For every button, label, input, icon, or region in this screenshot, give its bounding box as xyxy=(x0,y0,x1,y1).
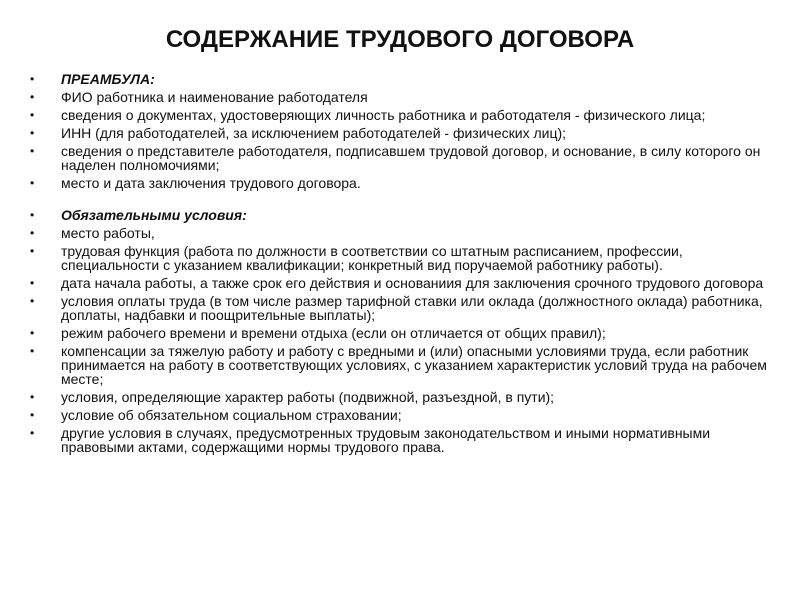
bullet-icon: • xyxy=(30,144,35,158)
list-item-text: дата начала работы, а также срок его действия и основаниия для заключения срочного трудового договора xyxy=(61,275,764,291)
list-item-text: сведения о представителе работодателя, подписавшем трудовой договор, и основание, в силу которого он наделен полномочиями; xyxy=(61,143,761,173)
preamble-heading xyxy=(30,72,780,86)
list-item xyxy=(30,126,780,140)
bullet-icon: • xyxy=(30,390,35,404)
preamble-heading-text: ПРЕАМБУЛА: xyxy=(61,71,155,87)
bullet-icon: • xyxy=(30,126,35,140)
list-item-text: условия оплаты труда (в том числе размер тарифной ставки или оклада (должностного оклада) работника, доплаты, надбавки и поощрительные выплаты); xyxy=(61,293,763,323)
content-list xyxy=(30,72,780,458)
bullet-icon: • xyxy=(30,244,35,258)
list-item-text: условие об обязательном социальном страховании; xyxy=(61,407,402,423)
list-item-text: место работы, xyxy=(61,225,155,241)
bullet-icon: • xyxy=(30,90,35,104)
list-item-text: ИНН (для работодателей, за исключением работодателей - физических лиц); xyxy=(61,125,567,141)
list-item xyxy=(30,408,780,422)
bullet-icon: • xyxy=(30,208,35,222)
conditions-heading-text: Обязательными условия: xyxy=(61,207,247,223)
list-item-text: ФИО работника и наименование работодателя xyxy=(61,89,368,105)
bullet-icon: • xyxy=(30,408,35,422)
list-item-text: режим рабочего времени и времени отдыха (если он отличается от общих правил); xyxy=(61,325,606,341)
list-item-text: место и дата заключения трудового договора. xyxy=(61,175,361,191)
list-item xyxy=(30,426,780,454)
bullet-icon: • xyxy=(30,226,35,240)
list-item xyxy=(30,244,780,272)
list-item xyxy=(30,144,780,172)
list-item xyxy=(30,344,780,386)
list-item xyxy=(30,108,780,122)
bullet-icon: • xyxy=(30,176,35,190)
bullet-icon: • xyxy=(30,108,35,122)
list-item-text: условия, определяющие характер работы (подвижной, разъездной, в пути); xyxy=(61,389,555,405)
conditions-heading xyxy=(30,208,780,222)
list-item-text: другие условия в случаях, предусмотренных трудовым законодательством и иными нормативными правовыми актами, содержащими нормы трудового права. xyxy=(61,425,711,455)
list-item-text: трудовая функция (работа по должности в соответствии со штатным расписанием, профессии, специальности с указанием квалификации; конкретный вид поручаемой работнику работы). xyxy=(61,243,683,273)
bullet-icon: • xyxy=(30,326,35,340)
slide-title: СОДЕРЖАНИЕ ТРУДОВОГО ДОГОВОРА xyxy=(165,26,635,53)
section-spacer xyxy=(30,194,780,208)
list-item xyxy=(30,90,780,104)
list-item xyxy=(30,176,780,190)
bullet-icon: • xyxy=(30,344,35,358)
list-item xyxy=(30,294,780,322)
list-item xyxy=(30,326,780,340)
bullet-icon: • xyxy=(30,276,35,290)
list-item-text: компенсации за тяжелую работу и работу с вредными и (или) опасными условиями труда, если работник принимается на работу в соответствующих условиях, с указанием характеристик условий труда на рабочем месте; xyxy=(61,343,767,387)
list-item xyxy=(30,390,780,404)
list-item-text: сведения о документах, удостоверяющих личность работника и работодателя - физического лица; xyxy=(61,107,706,123)
list-item xyxy=(30,226,780,240)
list-item xyxy=(30,276,780,290)
bullet-icon: • xyxy=(30,72,35,86)
bullet-icon: • xyxy=(30,294,35,308)
bullet-icon: • xyxy=(30,426,35,440)
